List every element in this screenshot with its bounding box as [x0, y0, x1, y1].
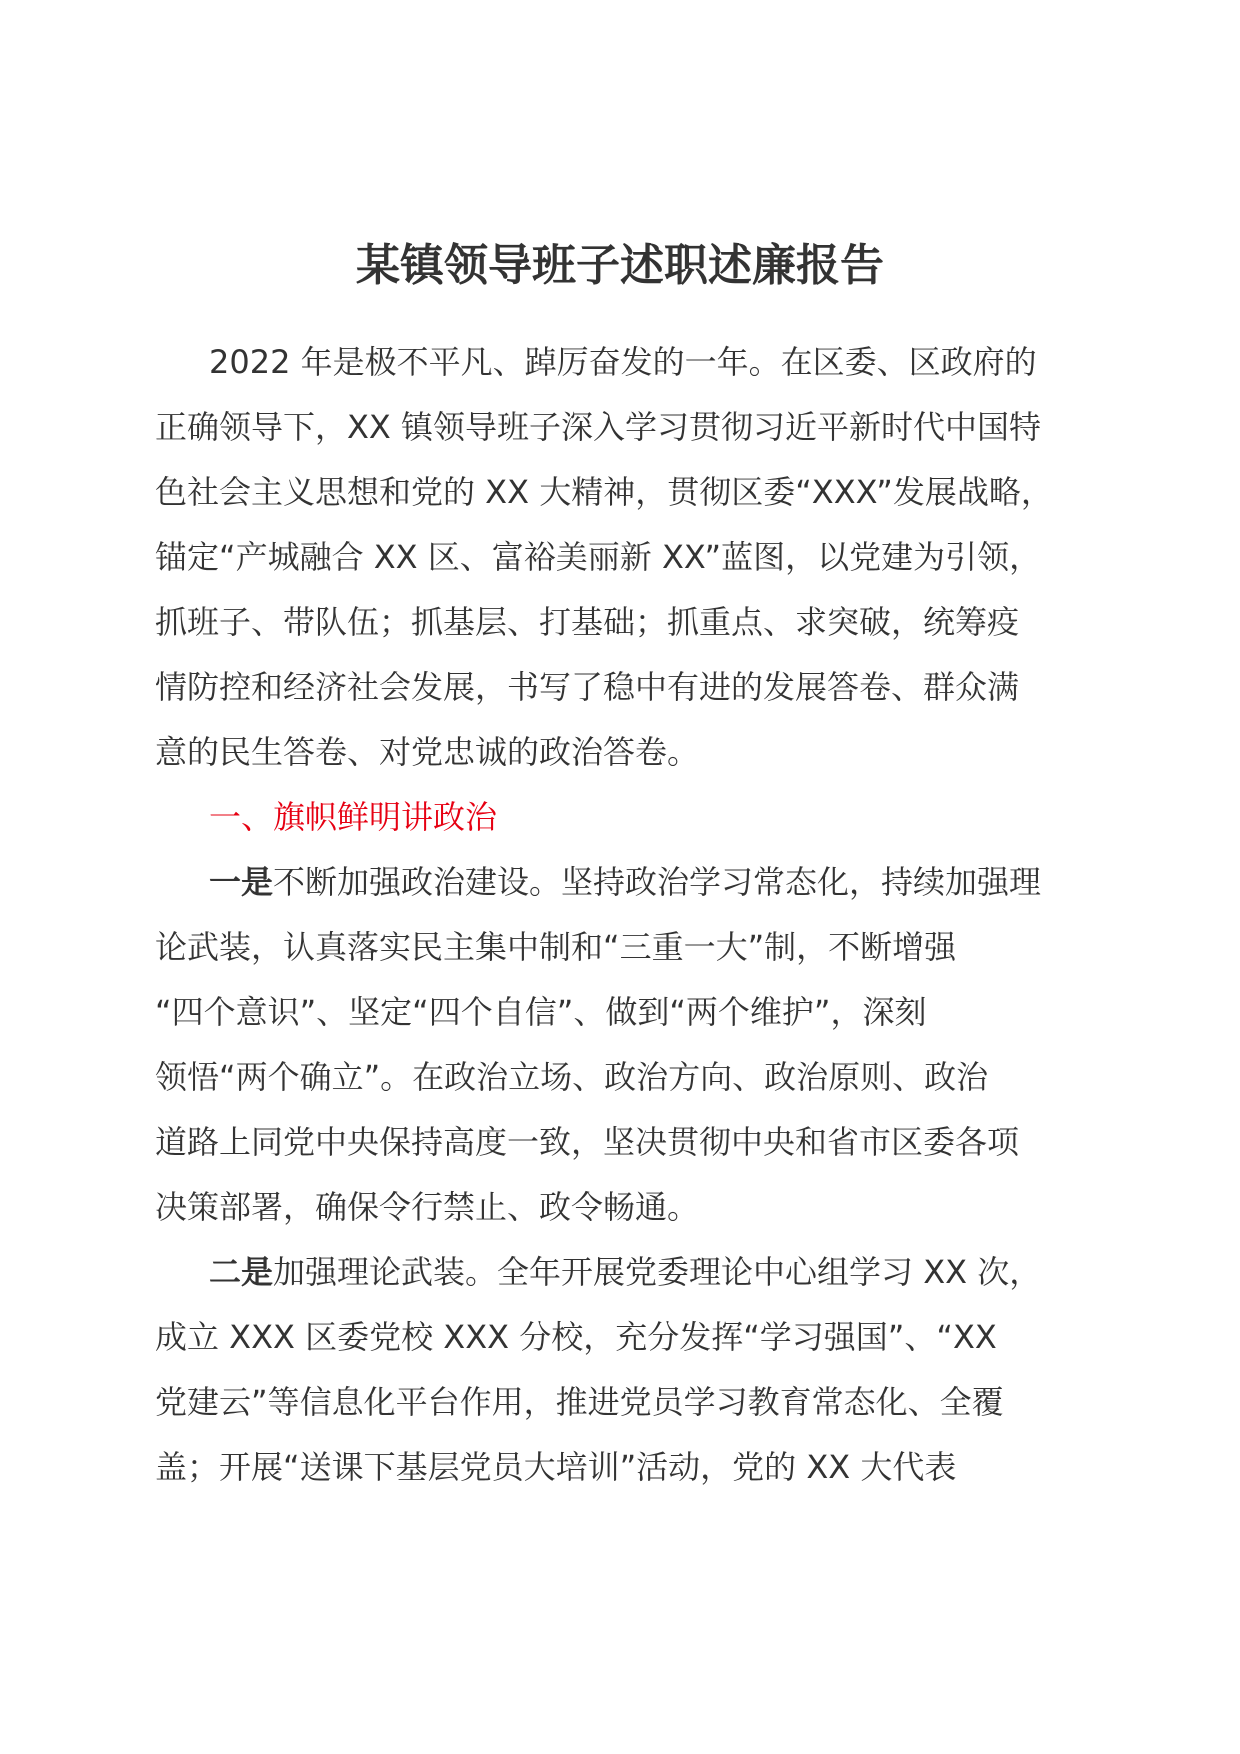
- paragraph-1-line: 抓班子、带队伍；抓基层、打基础；抓重点、求突破，统筹疫: [155, 603, 1020, 641]
- paragraph-1-line: 情防控和经济社会发展，书写了稳中有进的发展答卷、群众满: [155, 668, 1020, 706]
- paragraph-2-line: 决策部署，确保令行禁止、政令畅通。: [155, 1188, 700, 1226]
- paragraph-1-line: 2022 年是极不平凡、踔厉奋发的一年。在区委、区政府的: [209, 343, 1037, 381]
- paragraph-3-first-line: [155, 1240, 1095, 1305]
- paragraph-2-first-text: 不断加强政治建设。坚持政治学习常态化，持续加强理: [273, 863, 1042, 901]
- section-heading: 一、旗帜鲜明讲政治: [209, 798, 498, 836]
- paragraph-1-line: 意的民生答卷、对党忠诚的政治答卷。: [155, 733, 700, 771]
- paragraph-3-line: 盖；开展“送课下基层党员大培训”活动，党的 XX 大代表: [155, 1448, 957, 1486]
- paragraph-2-line: 领悟“两个确立”。在政治立场、政治方向、政治原则、政治: [155, 1058, 989, 1096]
- paragraph-3-line: 党建云”等信息化平台作用，推进党员学习教育常态化、全覆: [155, 1383, 1004, 1421]
- paragraph-3-line: 成立 XXX 区委党校 XXX 分校，充分发挥“学习强国”、“XX: [155, 1318, 997, 1356]
- document-body: [155, 330, 1095, 1500]
- document-title: 某镇领导班子述职述廉报告: [356, 240, 884, 291]
- paragraph-1-line: 色社会主义思想和党的 XX 大精神，贯彻区委“XXX”发展战略，: [155, 473, 1053, 511]
- paragraph-2-first-line: [155, 850, 1095, 915]
- paragraph-2-line: 论武装，认真落实民主集中制和“三重一大”制，不断增强: [155, 928, 957, 966]
- paragraph-2-line: “四个意识”、坚定“四个自信”、做到“两个维护”，深刻: [155, 993, 927, 1031]
- paragraph-3-lead: 二是: [209, 1253, 274, 1291]
- paragraph-2-lead: 一是: [209, 863, 274, 901]
- paragraph-1-line: 正确领导下，XX 镇领导班子深入学习贯彻习近平新时代中国特: [155, 408, 1042, 446]
- paragraph-1-line: 锚定“产城融合 XX 区、富裕美丽新 XX”蓝图，以党建为引领，: [155, 538, 1042, 576]
- paragraph-2-line: 道路上同党中央保持高度一致，坚决贯彻中央和省市区委各项: [155, 1123, 1020, 1161]
- paragraph-3-first-text: 加强理论武装。全年开展党委理论中心组学习 XX 次，: [273, 1253, 1042, 1291]
